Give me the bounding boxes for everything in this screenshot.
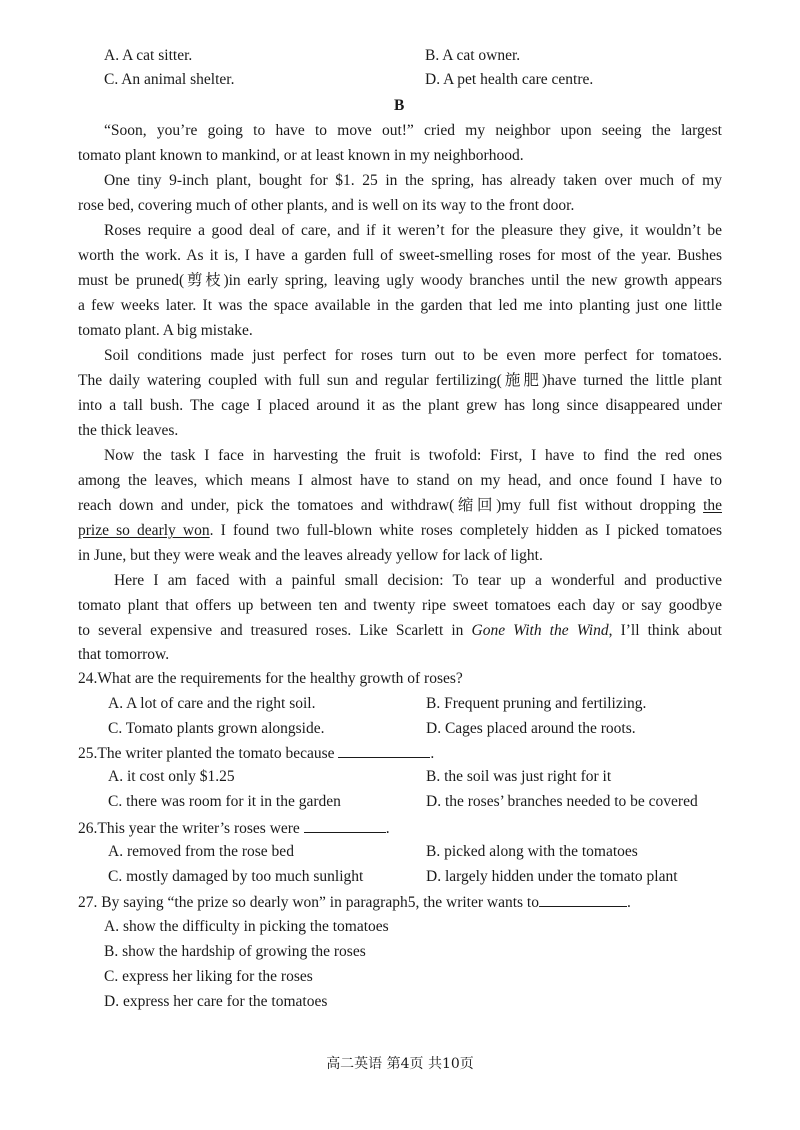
underlined-phrase-start: the [703,497,722,514]
question-26-option-a: A. removed from the rose bed [108,843,294,860]
passage-line: in June, but they were weak and the leaves already yellow for lack of light. [78,547,543,564]
passage-line: The daily watering coupled with full sun and regular fertilizing(施肥)have turned the little plant [78,372,722,389]
question-26-period: . [385,820,390,837]
question-27-option-c: C. express her liking for the roses [104,968,313,985]
answer-blank [539,892,627,907]
question-26-option-c: C. mostly damaged by too much sunlight [108,868,364,885]
passage-line: among the leaves, which means I almost have to stand on my head, and once found I have to [78,472,722,489]
question-25-option-b: B. the soil was just right for it [426,768,612,785]
question-27-option-a: A. show the difficulty in picking the tomatoes [104,918,389,935]
question-26-text: 26.This year the writer’s roses were [78,820,300,837]
underlined-phrase: prize so dearly won [78,522,210,539]
question-25-text: 25.The writer planted the tomato because [78,745,335,762]
question-24-stem: 24.What are the requirements for the healthy growth of roses? [78,670,463,687]
passage-text: . I found two full-blown white roses completely hidden as I picked tomatoes [209,522,723,539]
prev-option-a: A. A cat sitter. [104,47,193,64]
passage-line: Roses require a good deal of care, and if it weren’t for the pleasure they give, it wouldn’t be [104,222,722,239]
passage-line: Soil conditions made just perfect for roses turn out to be even more perfect for tomatoes. [104,347,722,364]
passage-line: tomato plant known to mankind, or at least known in my neighborhood. [78,147,524,164]
passage-line: worth the work. As it is, I have a garden full of sweet-smelling roses for most of the year. Bushes [78,247,722,264]
passage-line: tomato plant. A big mistake. [78,322,253,339]
question-25-period: . [430,745,435,762]
passage-text: reach down and under, pick the tomatoes and withdraw(缩回)my full fist without dropping [78,497,704,514]
passage-line: Here I am faced with a painful small decision: To tear up a wonderful and productive [114,572,722,589]
question-27-option-d: D. express her care for the tomatoes [104,993,328,1010]
passage-line [78,521,722,541]
question-27-stem [78,892,631,913]
passage-text: , I’ll think about [608,622,722,639]
passage-line: must be pruned(剪枝)in early spring, leaving ugly woody branches until the new growth appears [78,272,722,289]
question-24-option-d: D. Cages placed around the roots. [426,720,636,737]
passage-text: to several expensive and treasured roses. Like Scarlett in [78,622,472,639]
passage-line: that tomorrow. [78,646,170,663]
passage-line: a few weeks later. It was the space available in the garden that led me into planting just one little [78,297,722,314]
question-26-stem [78,818,390,839]
section-heading: B [394,97,405,114]
question-26-option-d: D. largely hidden under the tomato plant [426,868,678,885]
question-25-stem [78,743,434,764]
passage-line: the thick leaves. [78,422,179,439]
question-25-option-c: C. there was room for it in the garden [108,793,341,810]
question-24-option-b: B. Frequent pruning and fertilizing. [426,695,647,712]
question-24-option-a: A. A lot of care and the right soil. [108,695,316,712]
passage-line: into a tall bush. The cage I placed around it as the plant grew has long since disappeared under [78,397,722,414]
question-27-option-b: B. show the hardship of growing the roses [104,943,366,960]
prev-option-b: B. A cat owner. [425,47,521,64]
prev-option-d: D. A pet health care centre. [425,71,594,88]
page-footer: 高二英语 第4页 共10页 [326,1056,474,1072]
passage-line: Now the task I face in harvesting the fruit is twofold: First, I have to find the red ones [104,447,722,464]
answer-blank [304,818,386,833]
question-25-option-d: D. the roses’ branches needed to be covered [426,793,698,810]
passage-line [78,496,722,516]
question-26-option-b: B. picked along with the tomatoes [426,843,638,860]
question-27-text: 27. By saying “the prize so dearly won” in paragraph5, the writer wants to [78,894,539,911]
question-24-option-c: C. Tomato plants grown alongside. [108,720,325,737]
answer-blank [338,743,430,758]
question-27-period: . [627,894,631,911]
passage-line: tomato plant that offers up between ten and twenty ripe sweet tomatoes each day or say goodbye [78,597,722,614]
passage-line: “Soon, you’re going to have to move out!” cried my neighbor upon seeing the largest [104,122,722,139]
question-25-option-a: A. it cost only $1.25 [108,768,235,785]
passage-line: One tiny 9-inch plant, bought for $1. 25 in the spring, has already taken over much of my [104,172,722,189]
passage-line [78,621,722,641]
prev-option-c: C. An animal shelter. [104,71,235,88]
book-title: Gone With the Wind [471,622,609,639]
passage-line: rose bed, covering much of other plants, and is well on its way to the front door. [78,197,575,214]
